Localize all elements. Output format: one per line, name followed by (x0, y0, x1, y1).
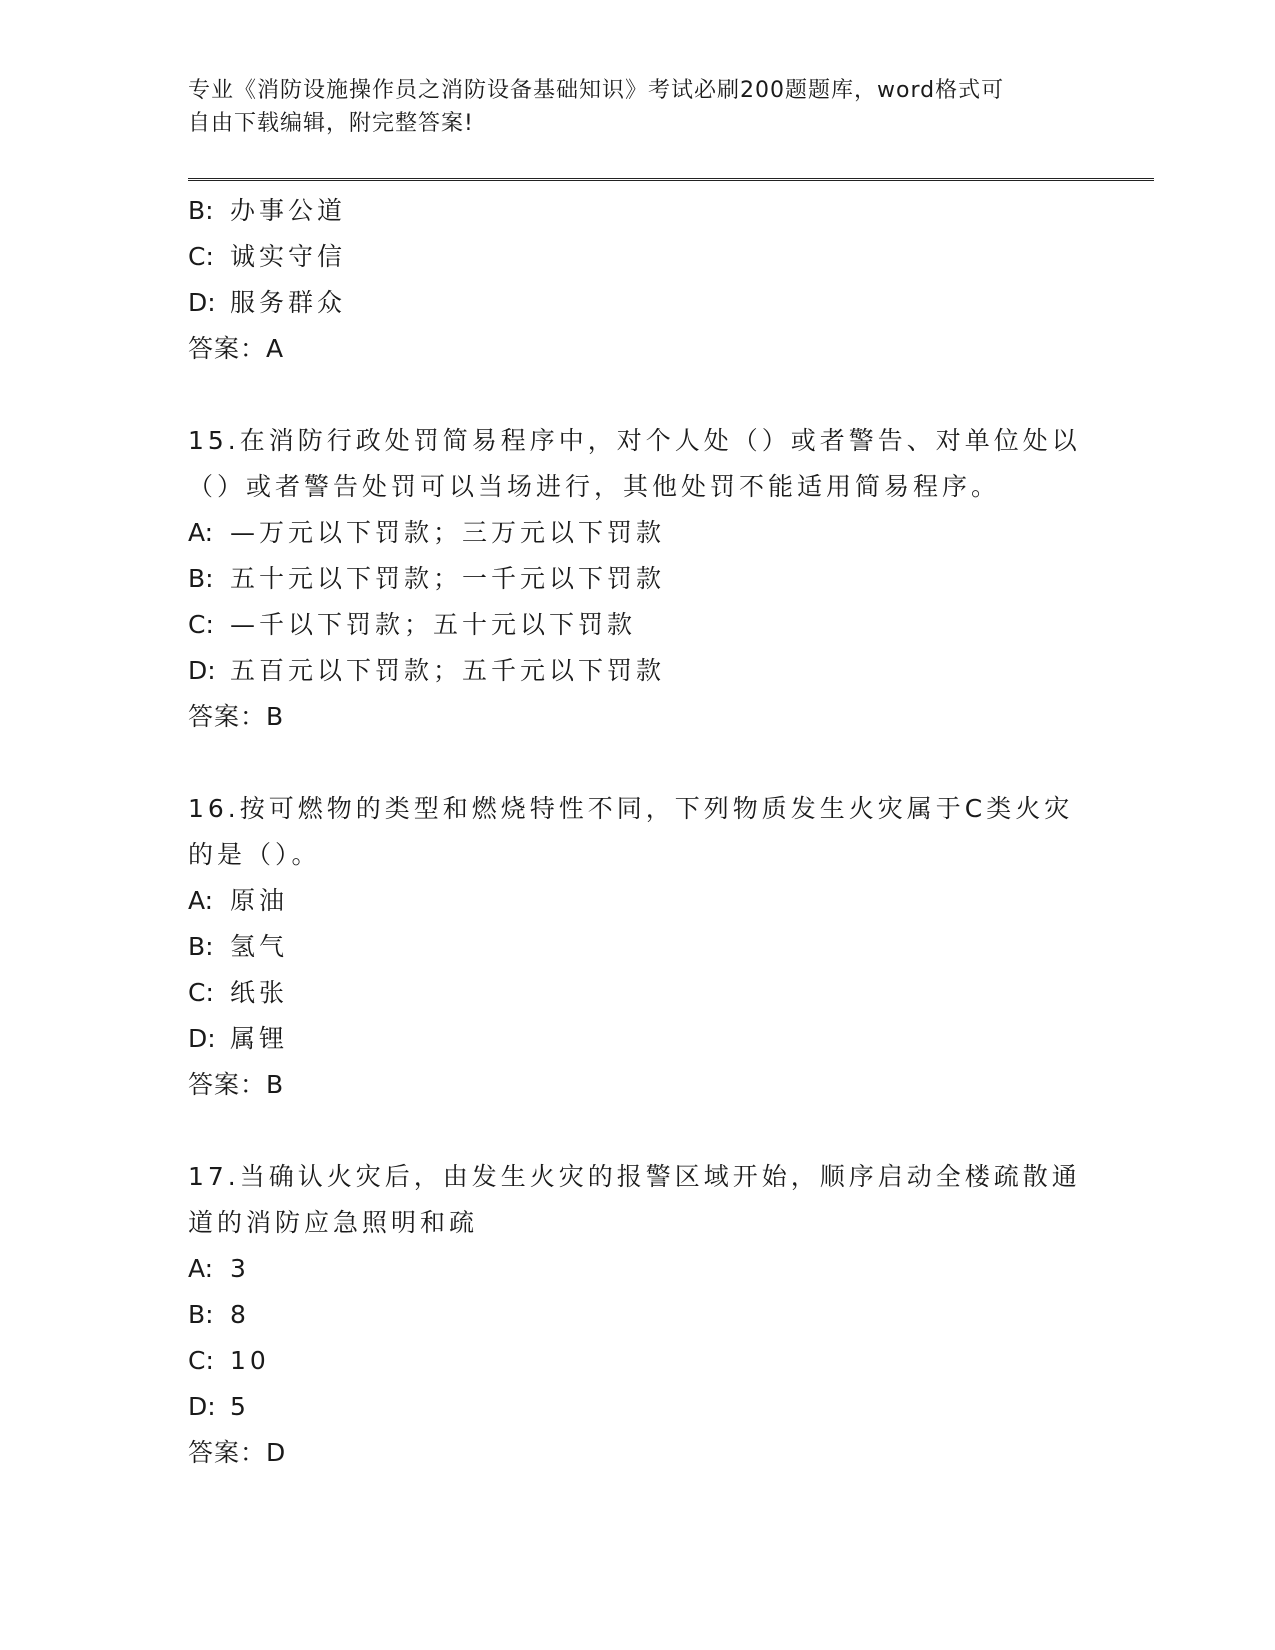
header-line-2: 自由下载编辑，附完整答案! (188, 111, 474, 136)
question-14 (188, 188, 1088, 372)
answer: 答案：B (188, 1070, 285, 1099)
option-b: B: 氢气 (188, 932, 289, 961)
question-text-line-2: 的是（）。 (188, 840, 321, 869)
document-body (188, 188, 1088, 1476)
question-15 (188, 418, 1088, 740)
option-d: D: 五百元以下罚款；五千元以下罚款 (188, 656, 666, 685)
question-text-line-1: 17.当确认火灾后，由发生火灾的报警区域开始，顺序启动全楼疏散通 (188, 1162, 1081, 1191)
option-d: D: 5 (188, 1392, 250, 1421)
page-header (188, 74, 1068, 140)
question-16 (188, 786, 1088, 1108)
option-c: C: 10 (188, 1346, 270, 1375)
question-text-line-1: 15.在消防行政处罚简易程序中，对个人处（）或者警告、对单位处以 (188, 426, 1081, 455)
option-c: C: 纸张 (188, 978, 289, 1007)
answer: 答案：A (188, 334, 285, 363)
option-c: C: —千以下罚款；五十元以下罚款 (188, 610, 637, 639)
question-text-line-2: 道的消防应急照明和疏 (188, 1208, 479, 1237)
header-divider (188, 178, 1154, 181)
option-a: A: 3 (188, 1254, 250, 1283)
option-b: B: 办事公道 (188, 196, 347, 225)
question-17 (188, 1154, 1088, 1476)
option-b: B: 五十元以下罚款；一千元以下罚款 (188, 564, 666, 593)
option-d: D: 属锂 (188, 1024, 289, 1053)
option-a: A: 原油 (188, 886, 289, 915)
option-c: C: 诚实守信 (188, 242, 347, 271)
option-a: A: —万元以下罚款；三万元以下罚款 (188, 518, 666, 547)
answer: 答案：B (188, 702, 285, 731)
option-b: B: 8 (188, 1300, 250, 1329)
answer: 答案：D (188, 1438, 287, 1467)
question-text-line-1: 16.按可燃物的类型和燃烧特性不同，下列物质发生火灾属于C类火灾 (188, 794, 1074, 823)
header-line-1: 专业《消防设施操作员之消防设备基础知识》考试必刷200题题库，word格式可 (188, 78, 1005, 103)
option-d: D: 服务群众 (188, 288, 347, 317)
question-text-line-2: （）或者警告处罚可以当场进行，其他处罚不能适用简易程序。 (188, 472, 1001, 501)
